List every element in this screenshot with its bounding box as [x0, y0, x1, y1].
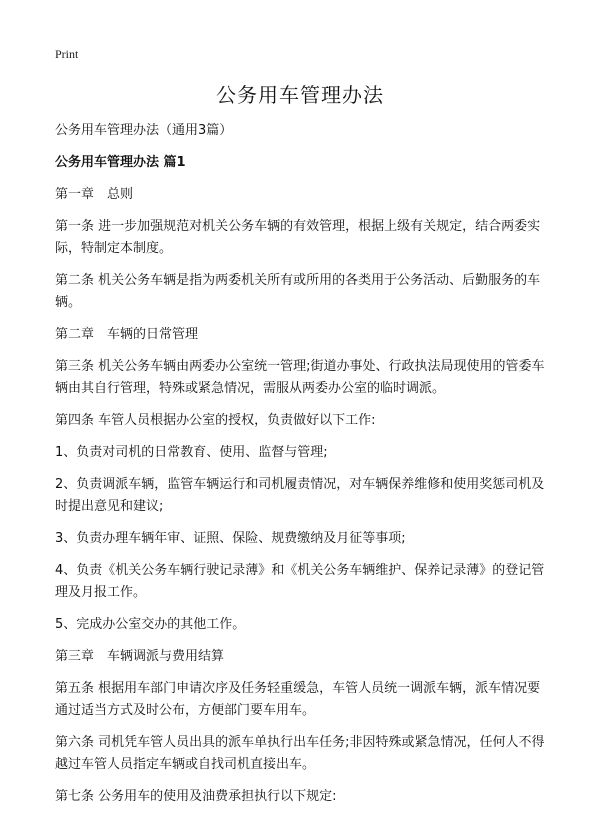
- list-item-4: 4、负责《机关公务车辆行驶记录薄》和《机关公务车辆维护、保养记录薄》的登记管理及月报工作。: [55, 563, 545, 600]
- list-item-5: 5、完成办公室交办的其他工作。: [55, 617, 246, 632]
- chapter-heading-2: 第二章 车辆的日常管理: [55, 327, 199, 342]
- chapter-heading-3: 第三章 车辆调派与费用结算: [55, 649, 225, 664]
- article-7: 第七条 公务用车的使用及油费承担执行以下规定:: [55, 789, 337, 804]
- list-item-2: 2、负责调派车辆，监管车辆运行和司机履责情况，对车辆保养维修和使用奖惩司机及时提出意见和建议;: [55, 477, 545, 514]
- document-subtitle: 公务用车管理办法（通用3篇）: [55, 123, 233, 138]
- article-4: 第四条 车管人员根据办公室的授权，负责做好以下工作:: [55, 413, 376, 428]
- article-1: 第一条 进一步加强规范对机关公务车辆的有效管理，根据上级有关规定，结合两委实际，特制定本制度。: [55, 219, 541, 256]
- document-body: [55, 120, 550, 818]
- article-2: 第二条 机关公务车辆是指为两委机关所有或所用的各类用于公务活动、后勤服务的车辆。: [55, 273, 541, 310]
- document-title: 公务用车管理办法: [216, 83, 384, 107]
- section-heading: 公务用车管理办法 篇1: [55, 155, 186, 170]
- list-item-3: 3、负责办理车辆年审、证照、保险、规费缴纳及月征等事项;: [55, 531, 406, 546]
- article-3: 第三条 机关公务车辆由两委办公室统一管理;街道办事处、行政执法局现使用的管委车辆由其自行管理，特殊或紧急情况，需服从两委办公室的临时调派。: [55, 359, 545, 396]
- article-6: 第六条 司机凭车管人员出具的派车单执行出车任务;非因特殊或紧急情况，任何人不得越过车管人员指定车辆或自找司机直接出车。: [55, 735, 545, 772]
- chapter-heading-1: 第一章 总则: [55, 187, 134, 202]
- list-item-1: 1、负责对司机的日常教育、使用、监督与管理;: [55, 445, 328, 460]
- print-link[interactable]: Print: [55, 47, 79, 61]
- article-5: 第五条 根据用车部门申请次序及任务轻重缓急，车管人员统一调派车辆，派车情况要通过适当方式及时公布，方便部门要车用车。: [55, 681, 541, 718]
